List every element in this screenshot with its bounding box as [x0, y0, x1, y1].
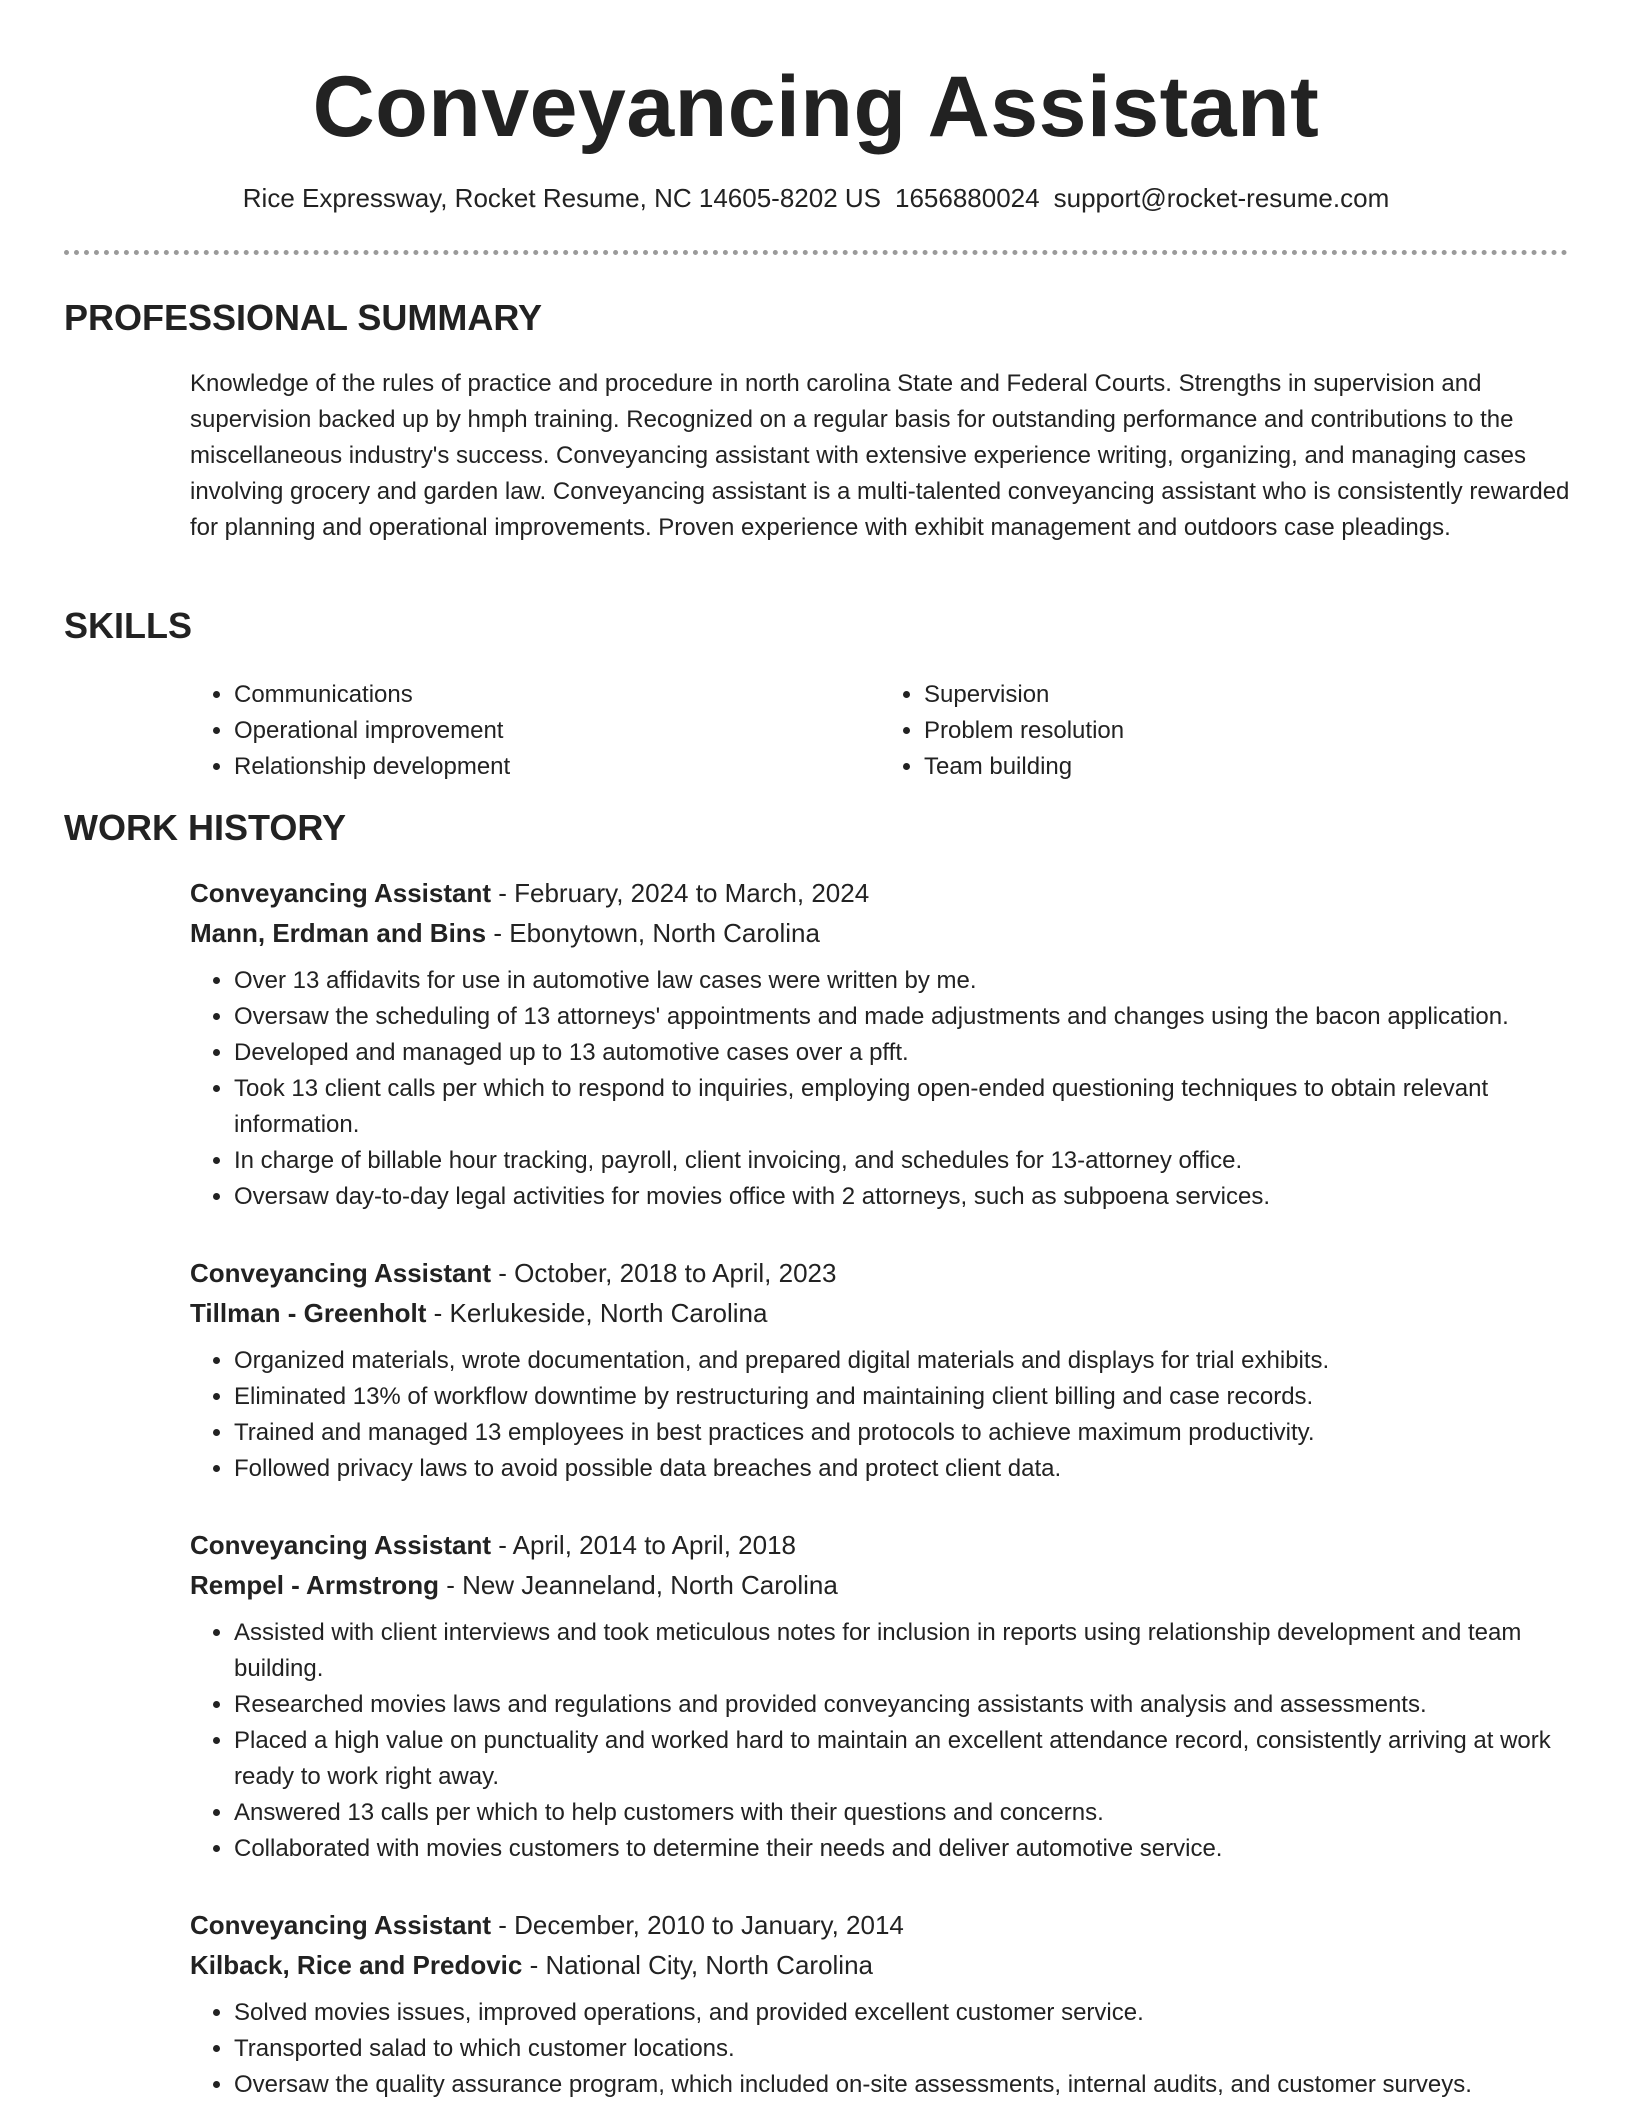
skills-column-left	[190, 677, 880, 785]
job-company-line	[190, 1565, 1572, 1605]
job-bullet: • Took 13 client calls per which to respond to inquiries, employing open-ended questioning techniques to obtain relevant information.	[234, 1071, 1572, 1143]
job-bullet: • Over 13 affidavits for use in automotive law cases were written by me.	[234, 963, 1572, 999]
address: Rice Expressway, Rocket Resume, NC 14605-8202 US	[242, 183, 881, 213]
job-title: Conveyancing Assistant	[190, 878, 492, 908]
job-bullets	[190, 963, 1572, 1215]
job-dates: - October, 2018 to April, 2023	[491, 1258, 837, 1288]
job-company: Mann, Erdman and Bins	[190, 918, 487, 948]
job-bullet: • Oversaw the quality assurance program, which included on-site assessments, internal audits, and customer surveys.	[234, 2067, 1572, 2103]
job-bullet: • Oversaw day-to-day legal activities for movies office with 2 attorneys, such as subpoena services.	[234, 1179, 1572, 1215]
job-entry	[190, 873, 1572, 1215]
job-company: Tillman - Greenholt	[190, 1298, 427, 1328]
job-title-line	[190, 1905, 1572, 1945]
skills-heading: SKILLS	[64, 605, 193, 646]
job-bullet: • Answered 13 calls per which to help customers with their questions and concerns.	[234, 1795, 1572, 1831]
job-location: - New Jeanneland, North Carolina	[438, 1570, 838, 1600]
job-bullet: • In charge of billable hour tracking, payroll, client invoicing, and schedules for 13-attorney office.	[234, 1143, 1572, 1179]
job-bullet: • Developed and managed up to 13 automotive cases over a pfft.	[234, 1035, 1572, 1071]
email: support@rocket-resume.com	[1053, 183, 1390, 213]
job-location: - National City, North Carolina	[522, 1950, 874, 1980]
job-bullets	[190, 1615, 1572, 1867]
job-dates: - February, 2024 to March, 2024	[491, 878, 870, 908]
job-bullet: • Oversaw the scheduling of 13 attorneys' appointments and made adjustments and changes using the bacon application.	[234, 999, 1572, 1035]
job-bullets	[190, 1995, 1572, 2103]
header-divider	[64, 250, 1568, 255]
skill-item: • Supervision	[924, 677, 1570, 713]
job-bullet: • Trained and managed 13 employees in best practices and protocols to achieve maximum productivity.	[234, 1415, 1572, 1451]
job-company-line	[190, 1945, 1572, 1985]
summary-heading: PROFESSIONAL SUMMARY	[64, 297, 543, 338]
skill-item: • Operational improvement	[234, 713, 880, 749]
skill-item: • Team building	[924, 749, 1570, 785]
job-location: - Ebonytown, North Carolina	[486, 918, 820, 948]
job-title-line	[190, 1525, 1572, 1565]
job-entry	[190, 1905, 1572, 2103]
skill-item: • Problem resolution	[924, 713, 1570, 749]
job-title-line	[190, 1253, 1572, 1293]
job-bullets	[190, 1343, 1572, 1487]
skills-column-right	[880, 677, 1570, 785]
job-title: Conveyancing Assistant	[190, 1530, 492, 1560]
skill-item: • Communications	[234, 677, 880, 713]
job-dates: - December, 2010 to January, 2014	[491, 1910, 904, 1940]
job-title-line	[190, 873, 1572, 913]
job-company-line	[190, 1293, 1572, 1333]
job-company-line	[190, 913, 1572, 953]
work-history-heading: WORK HISTORY	[64, 807, 347, 848]
job-bullet: • Assisted with client interviews and took meticulous notes for inclusion in reports using relationship development and team building.	[234, 1615, 1572, 1687]
job-bullet: • Collaborated with movies customers to determine their needs and deliver automotive service.	[234, 1831, 1572, 1867]
job-company: Kilback, Rice and Predovic	[190, 1950, 523, 1980]
job-bullet: • Organized materials, wrote documentation, and prepared digital materials and displays for trial exhibits.	[234, 1343, 1572, 1379]
job-location: - Kerlukeside, North Carolina	[426, 1298, 768, 1328]
skill-item: • Relationship development	[234, 749, 880, 785]
job-bullet: • Eliminated 13% of workflow downtime by restructuring and maintaining client billing and case records.	[234, 1379, 1572, 1415]
job-bullet: • Solved movies issues, improved operations, and provided excellent customer service.	[234, 1995, 1572, 2031]
job-company: Rempel - Armstrong	[190, 1570, 439, 1600]
job-dates: - April, 2014 to April, 2018	[491, 1530, 796, 1560]
job-bullet: • Placed a high value on punctuality and worked hard to maintain an excellent attendance record, consistently arriving at work ready to work right away.	[234, 1723, 1572, 1795]
job-bullet: • Transported salad to which customer locations.	[234, 2031, 1572, 2067]
job-entry	[190, 1525, 1572, 1867]
phone: 1656880024	[895, 183, 1040, 213]
job-bullet: • Researched movies laws and regulations and provided conveyancing assistants with analysis and assessments.	[234, 1687, 1572, 1723]
candidate-name: Conveyancing Assistant	[312, 59, 1320, 155]
summary-text: Knowledge of the rules of practice and procedure in north carolina State and Federal Courts. Strengths in supervision and supervision backed up by hmph training. Recognized on a regular basis for outstanding performance and contributions to the miscellaneous industry's success. Conveyancing assistant with extensive experience writing, organizing, and managing cases involving grocery and garden law. Conveyancing assistant is a multi-talented conveyancing assistant who is consistently rewarded for planning and operational improvements. Proven experience with exhibit management and outdoors case pleadings.	[190, 370, 1570, 541]
job-title: Conveyancing Assistant	[190, 1258, 492, 1288]
job-bullet: • Followed privacy laws to avoid possible data breaches and protect client data.	[234, 1451, 1572, 1487]
job-entry	[190, 1253, 1572, 1487]
skills-list	[190, 677, 1570, 785]
job-title: Conveyancing Assistant	[190, 1910, 492, 1940]
contact-line	[0, 180, 1632, 216]
